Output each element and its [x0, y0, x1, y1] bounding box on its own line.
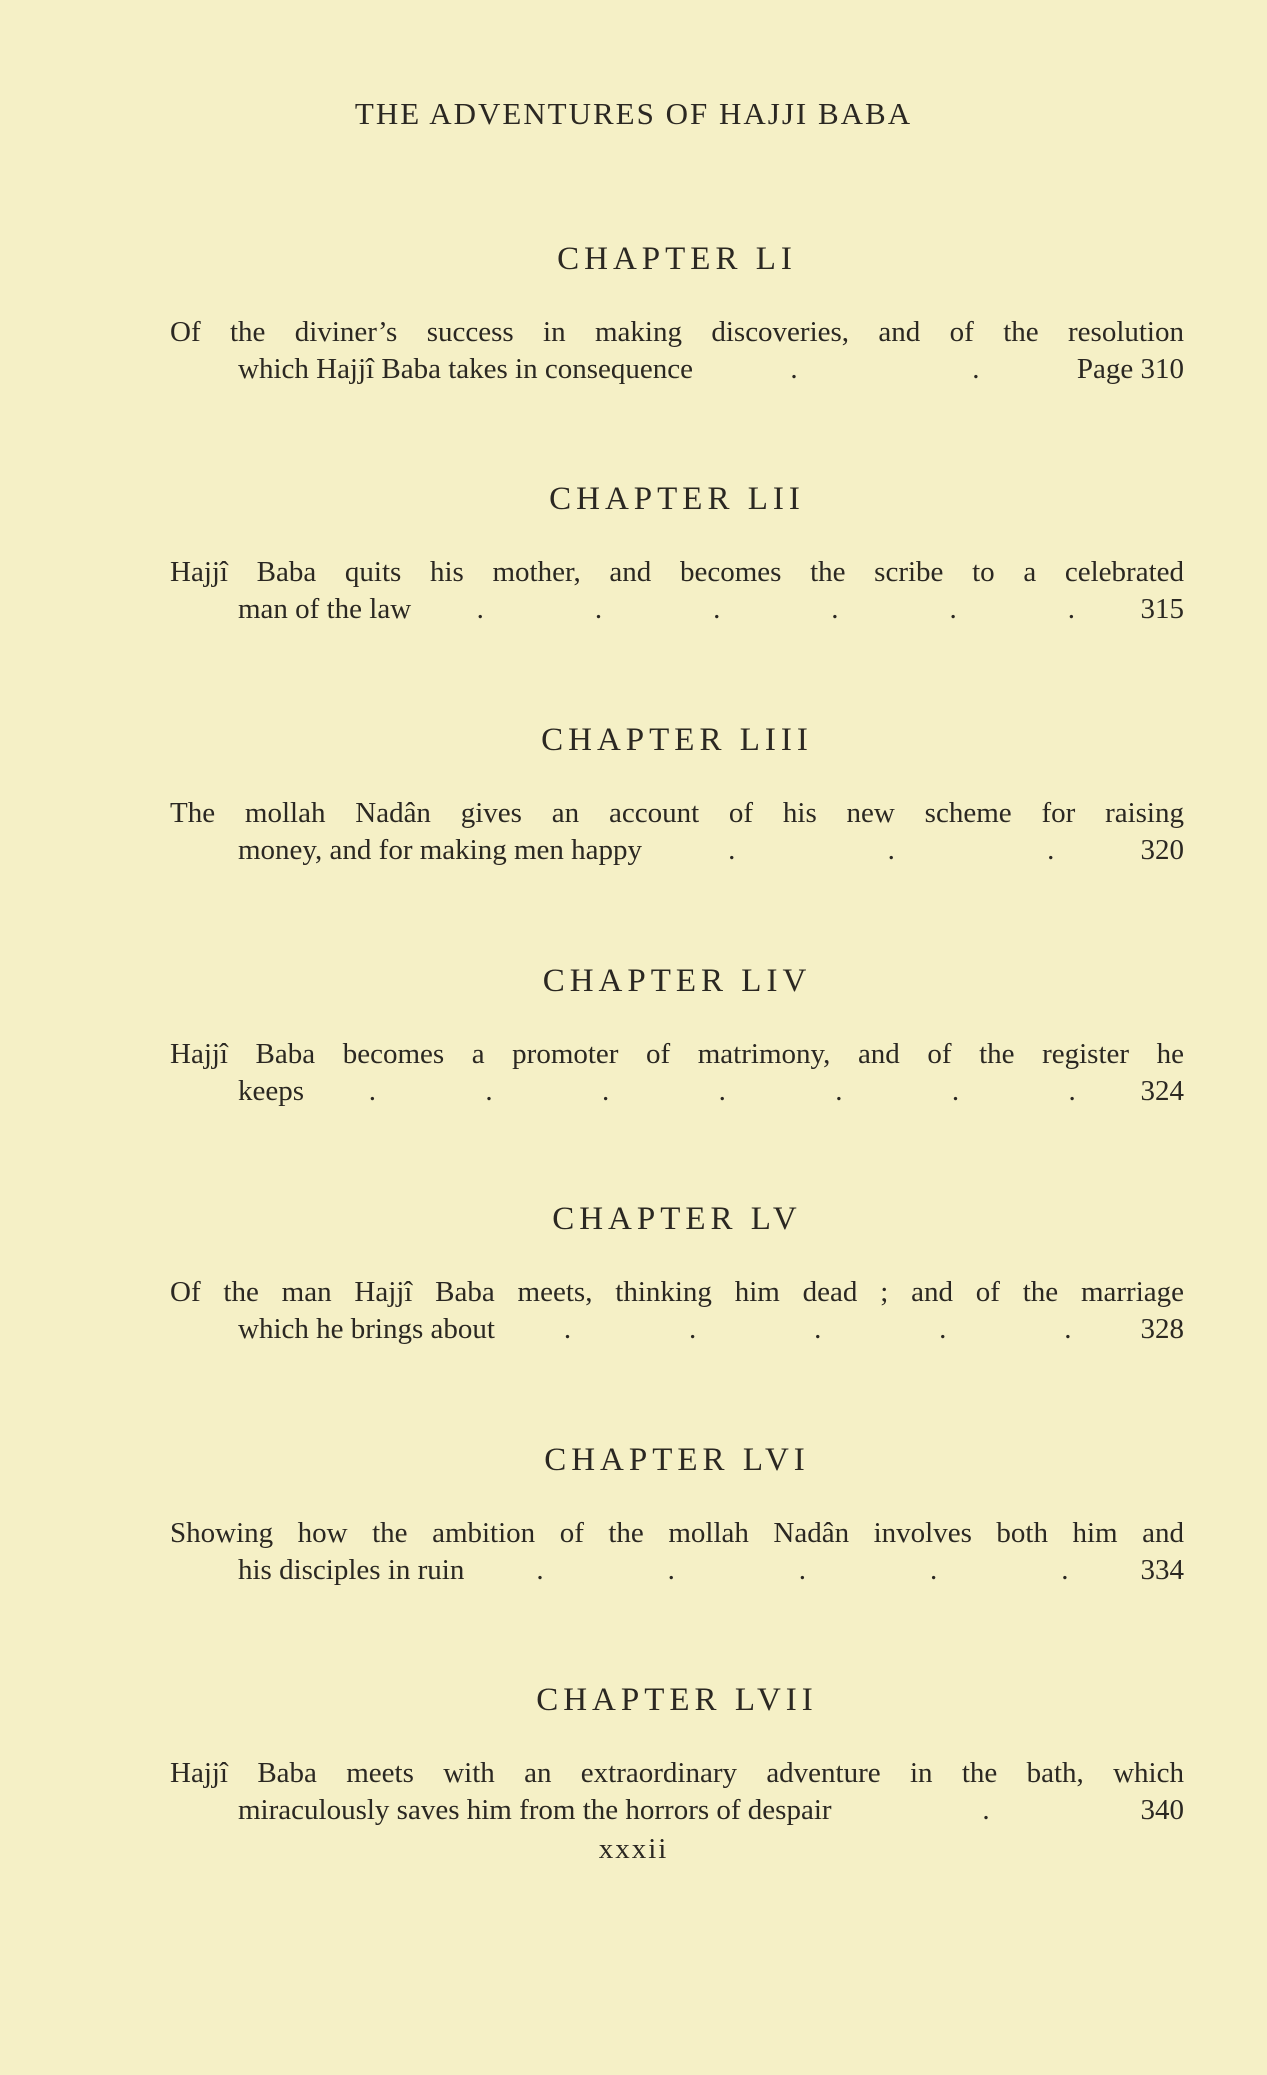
leader-dot: . — [1068, 1075, 1076, 1107]
summary-line-with-page — [170, 351, 1184, 388]
dot-leaders — [304, 1073, 1140, 1110]
leader-dot: . — [1064, 1313, 1072, 1345]
leader-dot: . — [887, 834, 895, 866]
dot-leaders — [832, 1792, 1141, 1829]
leader-dot: . — [667, 1554, 675, 1586]
page-number: 328 — [1140, 1313, 1184, 1345]
leader-dot: . — [939, 1313, 947, 1345]
leader-dot: . — [814, 1313, 822, 1345]
dot-leaders — [464, 1552, 1140, 1589]
leader-dot: . — [368, 1075, 376, 1107]
summary-line: Of the diviner’s success in making discoveries, and of the resolution — [170, 316, 1184, 348]
dot-leaders — [693, 351, 1077, 388]
leader-dot: . — [798, 1554, 807, 1586]
chapter-title: CHAPTER LIV — [542, 963, 812, 999]
summary-line-end: keeps — [238, 1075, 305, 1107]
page-number: 340 — [1140, 1794, 1184, 1826]
leader-dot: . — [688, 1313, 697, 1345]
chapter-entry-liii — [170, 722, 1184, 869]
chapter-summary — [170, 1274, 1184, 1348]
summary-line: Showing how the ambition of the mollah Nadân involves both him and — [170, 1517, 1184, 1549]
leader-dot: . — [476, 593, 484, 625]
summary-line-end: which Hajjî Baba takes in consequence — [238, 353, 693, 385]
summary-line-with-page — [170, 591, 1184, 628]
chapter-summary — [170, 314, 1184, 388]
leader-dot: . — [485, 1075, 493, 1107]
folio-page-number: xxxii — [598, 1833, 669, 1865]
page-number: 334 — [1140, 1554, 1184, 1586]
leader-dot: . — [949, 593, 957, 625]
leader-dot: . — [1067, 593, 1075, 625]
chapter-summary — [170, 1515, 1184, 1589]
leader-dot: . — [728, 834, 736, 866]
leader-dot: . — [835, 1075, 843, 1107]
chapter-entry-lvi — [170, 1442, 1184, 1589]
running-head: THE ADVENTURES OF HAJJI BABA — [354, 96, 913, 131]
chapter-title: CHAPTER LVI — [544, 1442, 810, 1478]
chapter-summary — [170, 1755, 1184, 1829]
chapter-entry-lii — [170, 481, 1184, 628]
chapter-title: CHAPTER LVII — [536, 1682, 818, 1718]
chapter-entry-lv — [170, 1201, 1184, 1348]
page-number: 320 — [1140, 834, 1184, 866]
leader-dot: . — [536, 1554, 544, 1586]
summary-line: Hajjî Baba becomes a promoter of matrimony, and of the register he — [170, 1038, 1184, 1070]
leader-dot: . — [951, 1075, 960, 1107]
leader-dot: . — [972, 353, 980, 385]
leader-dot: . — [594, 593, 603, 625]
summary-line: Of the man Hajjî Baba meets, thinking him dead ; and of the marriage — [170, 1276, 1184, 1308]
leader-dot: . — [601, 1075, 610, 1107]
leader-dot: . — [563, 1313, 572, 1345]
summary-line-end: miraculously saves him from the horrors of despair — [238, 1794, 832, 1826]
dot-leaders — [642, 832, 1140, 869]
leader-dot: . — [718, 1075, 726, 1107]
summary-line: Hajjî Baba meets with an extraordinary adventure in the bath, which — [170, 1757, 1184, 1789]
leader-dot: . — [982, 1794, 990, 1826]
chapter-entry-li — [170, 241, 1184, 388]
summary-line-with-page — [170, 1792, 1184, 1829]
summary-line-end: man of the law — [238, 593, 412, 625]
chapter-summary — [170, 795, 1184, 869]
chapter-title: CHAPTER LV — [552, 1201, 802, 1237]
chapter-title: CHAPTER LIII — [541, 722, 813, 758]
leader-dot: . — [831, 593, 839, 625]
page-number: 315 — [1140, 593, 1184, 625]
chapter-entry-liv — [170, 963, 1184, 1110]
chapter-title: CHAPTER LI — [557, 241, 797, 277]
chapter-entry-lvii — [170, 1682, 1184, 1829]
summary-line: The mollah Nadân gives an account of his new scheme for raising — [170, 797, 1184, 829]
summary-line-with-page — [170, 1073, 1184, 1110]
leader-dot: . — [1047, 834, 1055, 866]
chapter-title: CHAPTER LII — [549, 481, 805, 517]
dot-leaders — [495, 1311, 1141, 1348]
page-number: Page 310 — [1076, 353, 1184, 385]
summary-line-end: which he brings about — [238, 1313, 495, 1345]
summary-line-with-page — [170, 832, 1184, 869]
leader-dot: . — [713, 593, 721, 625]
leader-dot: . — [930, 1554, 938, 1586]
page-number: 324 — [1140, 1075, 1184, 1107]
chapter-summary — [170, 554, 1184, 628]
summary-line-with-page — [170, 1552, 1184, 1589]
dot-leaders — [411, 591, 1140, 628]
leader-dot: . — [790, 353, 798, 385]
leader-dot: . — [1061, 1554, 1069, 1586]
summary-line-end: his disciples in ruin — [238, 1554, 465, 1586]
summary-line-end: money, and for making men happy — [238, 834, 643, 866]
summary-line: Hajjî Baba quits his mother, and becomes the scribe to a celebrated — [170, 556, 1184, 588]
summary-line-with-page — [170, 1311, 1184, 1348]
chapter-summary — [170, 1036, 1184, 1110]
